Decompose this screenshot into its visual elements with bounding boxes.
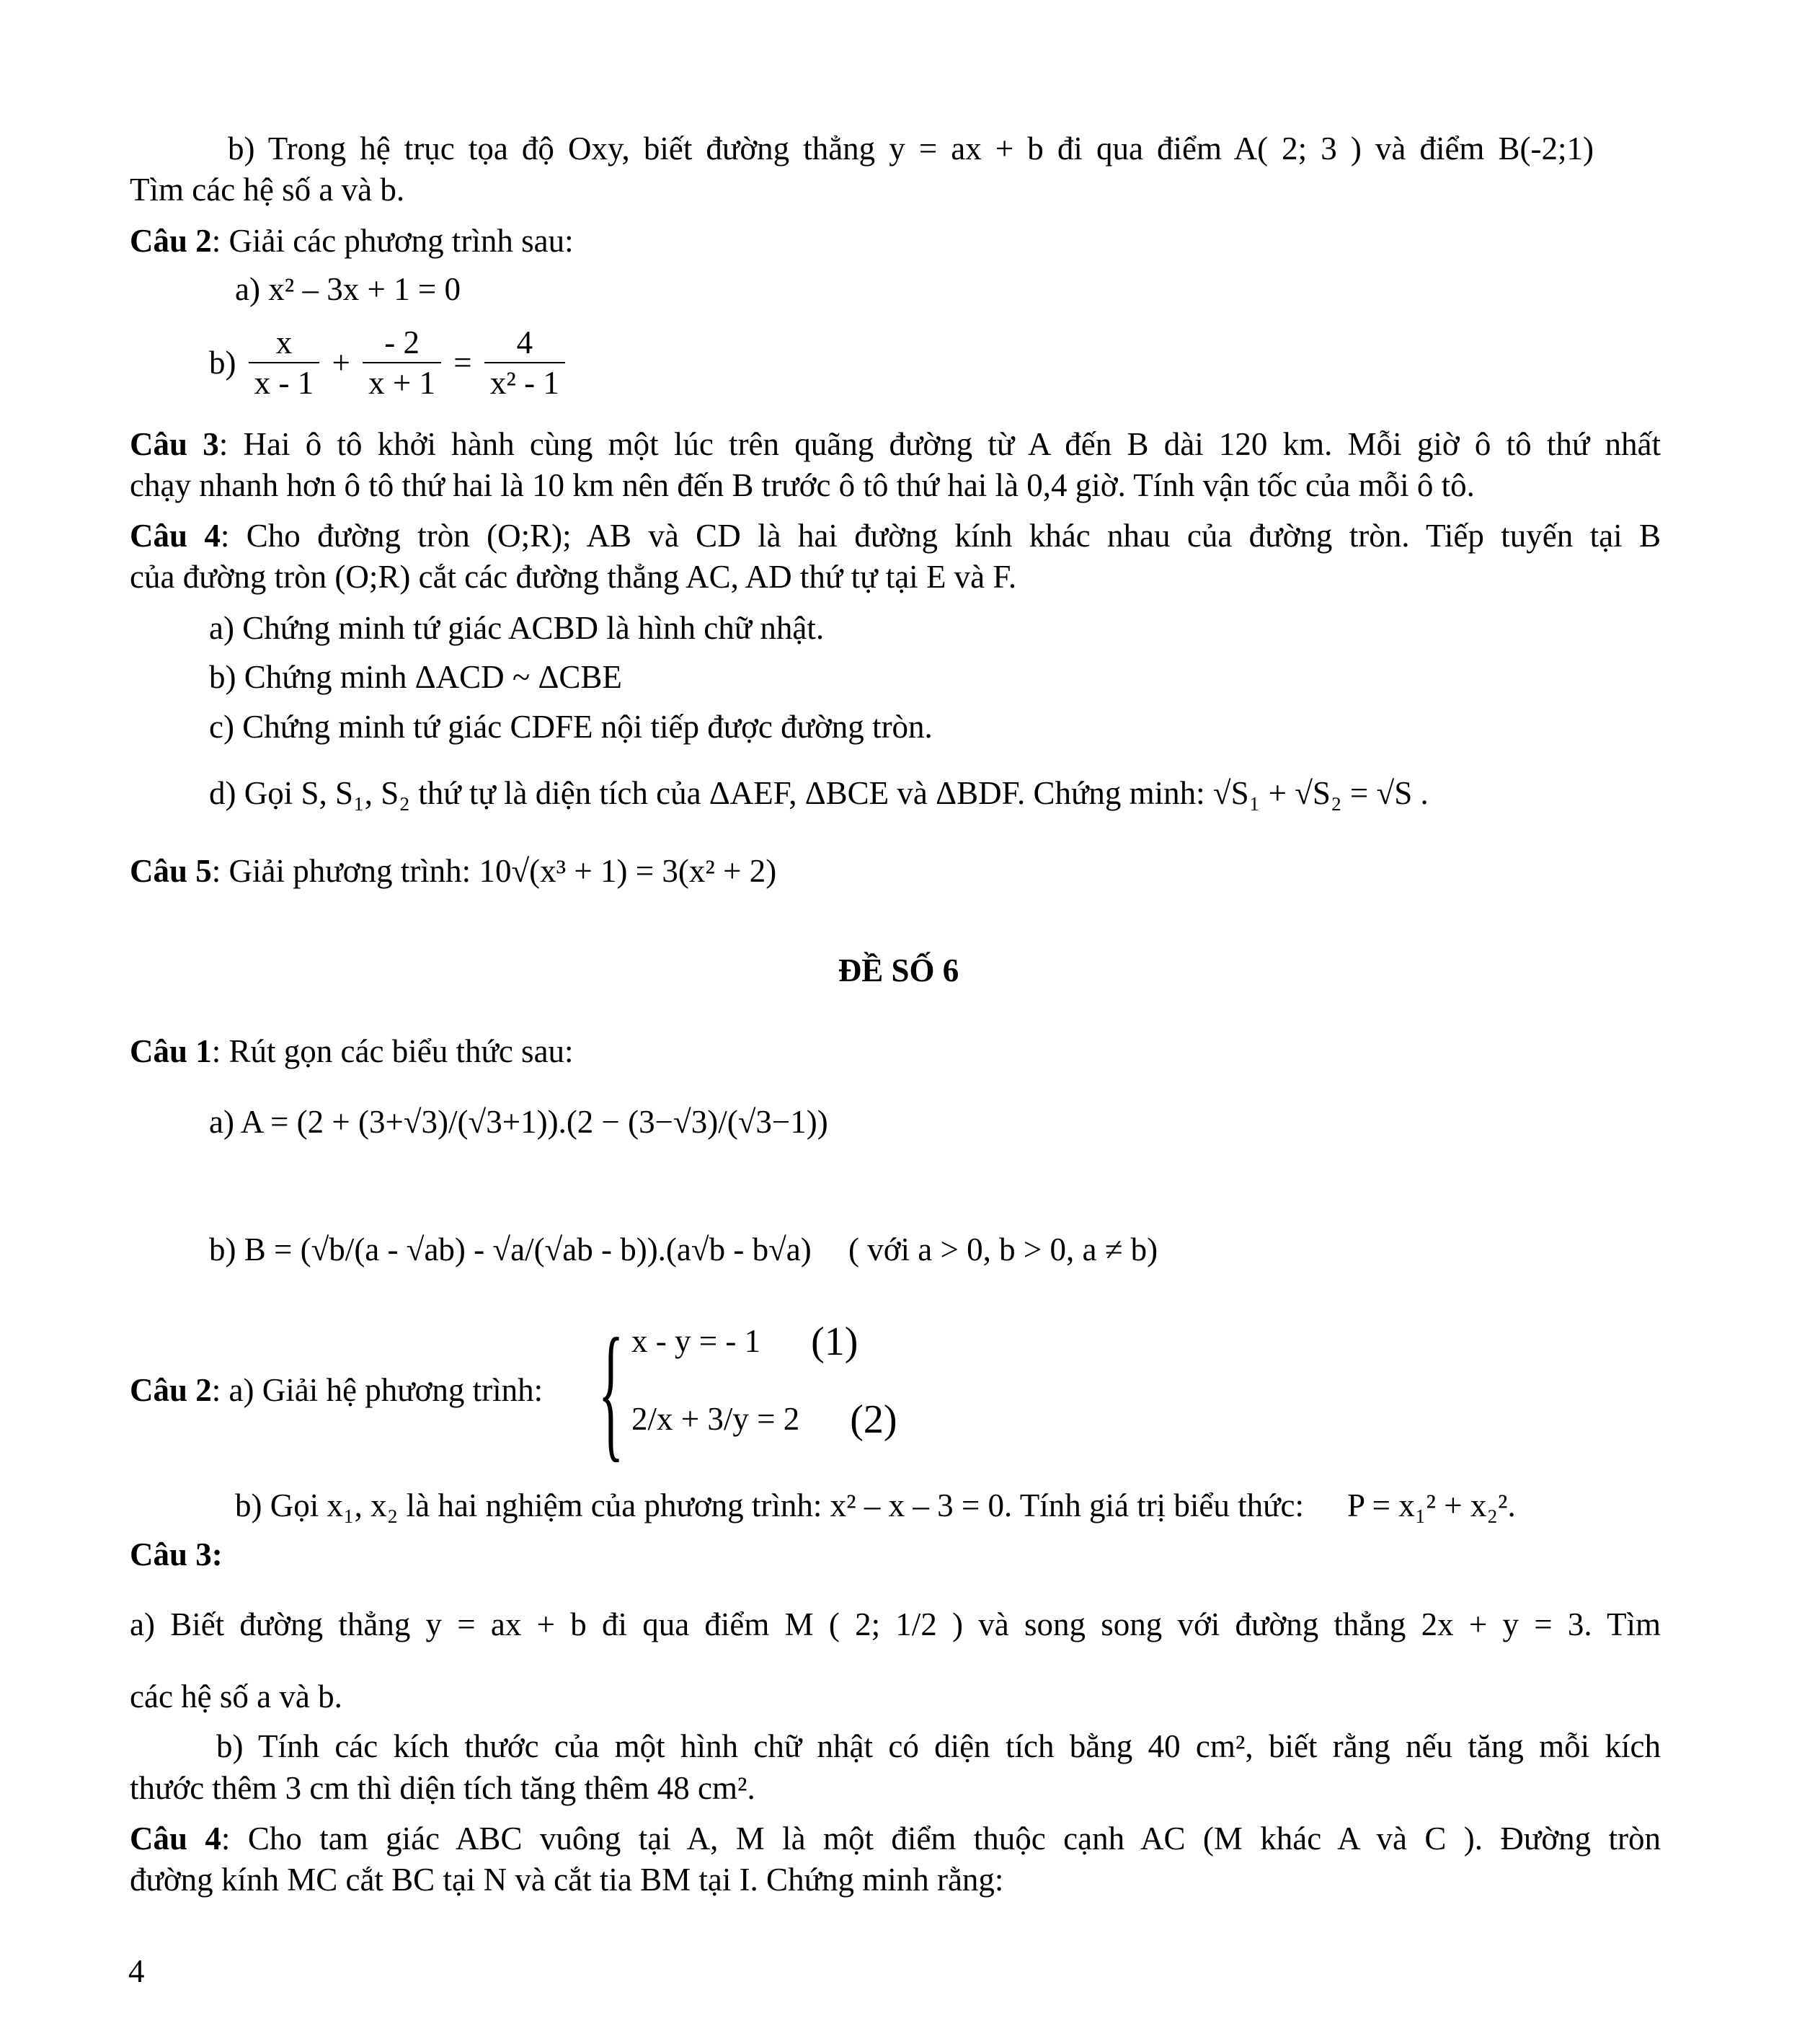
q4-line-1: Câu 4: Cho đường tròn (O;R); AB và CD là hai đường kính khác nhau của đường tròn. Tiếp tuyến tại B — [130, 518, 1661, 554]
de6-c1-a: a) A = (2 + (3+√3)/(√3+1)).(2 − (3−√3)/(√3−1)) — [209, 1104, 828, 1140]
de6-c1-heading: Câu 1: Rút gọn các biểu thức sau: — [130, 1033, 574, 1069]
de6-c2-heading: Câu 2: a) Giải hệ phương trình: — [130, 1372, 543, 1408]
de6-c3-b-line-2: thước thêm 3 cm thì diện tích tăng thêm 48 cm². — [130, 1770, 755, 1806]
de6-c2-b: b) Gọi x₁, x₂ là hai nghiệm của phương trình: x² – x – 3 = 0. Tính giá trị biểu thức: P = x₁² + x₂². — [235, 1487, 1516, 1523]
intro-line-2: Tìm các hệ số a và b. — [130, 172, 405, 208]
q4-c: c) Chứng minh tứ giác CDFE nội tiếp được đường tròn. — [209, 709, 933, 745]
intro-line-1: b) Trong hệ trục tọa độ Oxy, biết đường thẳng y = ax + b đi qua điểm A( 2; 3 ) và điểm B(-2;1) — [228, 130, 1594, 167]
q3-line-2: chạy nhanh hơn ô tô thứ hai là 10 km nên đến B trước ô tô thứ hai là 0,4 giờ. Tính vận tốc của mỗi ô tô. — [130, 467, 1475, 503]
system-eq-2: 2/x + 3/y = 2 (2) — [631, 1397, 897, 1442]
q3-line-1: Câu 3: Hai ô tô khởi hành cùng một lúc trên quãng đường từ A đến B dài 120 km. Mỗi giờ ô tô thứ nhất — [130, 426, 1661, 462]
q4-d: d) Gọi S, S₁, S₂ thứ tự là diện tích của ΔAEF, ΔBCE và ΔBDF. Chứng minh: √S₁ + √S₂ = √S . — [209, 775, 1429, 811]
q2-frac-1: $\frac{x}{x - 1}$ — [249, 323, 320, 402]
q2-b: b) $\frac{x}{x - 1}$ + $\frac{- 2}{x + 1}$ = $\frac{4}{\text{x² - 1}}$ — [209, 323, 569, 402]
q4-line-2: của đường tròn (O;R) cắt các đường thẳng AC, AD thứ tự tại E và F. — [130, 559, 1017, 595]
q2-a: a) x² – 3x + 1 = 0 — [235, 271, 461, 307]
q4-a: a) Chứng minh tứ giác ACBD là hình chữ nhật. — [209, 610, 825, 646]
de6-c4-line-2: đường kính MC cắt BC tại N và cắt tia BM tại I. Chứng minh rằng: — [130, 1862, 1004, 1898]
q5: Câu 5: Giải phương trình: 10√(x³ + 1) = 3(x² + 2) — [130, 853, 777, 889]
page-number: 4 — [128, 1953, 145, 1989]
de6-c4-line-1: Câu 4: Cho tam giác ABC vuông tại A, M là một điểm thuộc cạnh AC (M khác A và C ). Đường tròn — [130, 1820, 1661, 1857]
q2-frac-2: $\frac{- 2}{x + 1}$ — [363, 323, 441, 402]
de6-c3-a-line-2: các hệ số a và b. — [130, 1678, 342, 1715]
system-brace: { — [598, 1308, 624, 1475]
system-eq-1: x - y = - 1 (1) — [631, 1319, 858, 1364]
de6-c3-heading: Câu 3: — [130, 1536, 223, 1572]
de6-c3-a-line-1: a) Biết đường thẳng y = ax + b đi qua điểm M ( 2; 1/2 ) và song song với đường thẳng 2x + y = 3. Tìm — [130, 1606, 1661, 1642]
de6-c3-b-line-1: b) Tính các kích thước của một hình chữ nhật có diện tích bằng 40 cm², biết rằng nếu tăng mỗi kích — [216, 1728, 1661, 1764]
de6-c1-b: b) B = (√b/(a - √ab) - √a/(√ab - b)).(a√b - b√a) ( với a > 0, b > 0, a ≠ b) — [209, 1231, 1158, 1267]
q2-heading: Câu 2: Giải các phương trình sau: — [130, 223, 574, 259]
q4-b: b) Chứng minh ΔACD ~ ΔCBE — [209, 659, 622, 695]
q2-frac-3: $\frac{4}{\text{x² - 1}}$ — [484, 323, 565, 402]
exam-6-title: ĐỀ SỐ 6 — [838, 952, 959, 988]
